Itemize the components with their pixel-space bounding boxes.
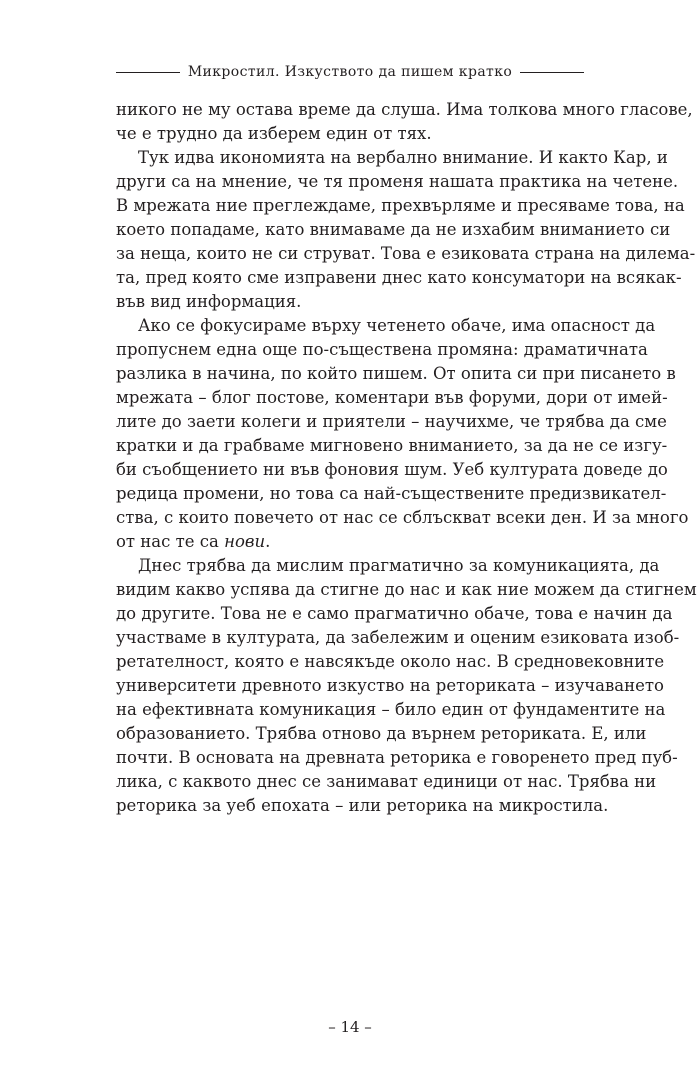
text-line: кратки и да грабваме мигновено вниманието, за да не се изгу-	[116, 436, 668, 455]
text-line: никого не му остава време да слуша. Има толкова много гласове,	[116, 100, 693, 119]
text-line: видим какво успява да стигне до нас и как ние можем да стигнем	[116, 580, 697, 599]
running-head-title: Микростил. Изкуството да пишем кратко	[187, 64, 513, 80]
text-line: във вид информация.	[116, 292, 302, 311]
text-line: за неща, които не си струват. Това е езиковата страна на дилема-	[116, 244, 696, 263]
text-line: че е трудно да изберем един от тях.	[116, 124, 432, 143]
text-line: Днес трябва да мислим прагматично за комуникацията, да	[138, 556, 660, 575]
body-text	[116, 98, 697, 818]
text-line: та, пред която сме изправени днес като консуматори на всякак-	[116, 268, 682, 287]
running-head-rule-left	[116, 72, 180, 73]
text-line: В мрежата ние преглеждаме, прехвърляме и пресяваме това, на	[116, 196, 685, 215]
text-line: от нас те са нови.	[116, 532, 271, 551]
running-head	[116, 62, 584, 82]
text-line: Ако се фокусираме върху четенето обаче, има опасност да	[138, 316, 656, 335]
text-line: реторика за уеб епохата – или реторика на микростила.	[116, 796, 609, 815]
text-line: ства, с които повечето от нас се сблъскват всеки ден. И за много	[116, 508, 689, 527]
paragraph	[116, 98, 693, 146]
text-line: почти. В основата на древната реторика е говоренето пред пуб-	[116, 748, 678, 767]
text-line: на ефективната комуникация – било един от фундаментите на	[116, 700, 666, 719]
text-line: пропуснем една още по-съществена промяна: драматичната	[116, 340, 648, 359]
emphasis-word: нови	[224, 532, 266, 551]
text-line: редица промени, но това са най-съществените предизвикател-	[116, 484, 667, 503]
text-line: до другите. Това не е само прагматично обаче, това е начин да	[116, 604, 673, 623]
line-tail: .	[265, 532, 271, 551]
text-line: участваме в културата, да забележим и оценим езиковата изоб-	[116, 628, 680, 647]
text-line: разлика в начина, по който пишем. От опита си при писането в	[116, 364, 676, 383]
text-line: Тук идва икономията на вербално внимание. И както Кар, и	[138, 148, 668, 167]
paragraph	[116, 554, 697, 818]
text-line: мрежата – блог постове, коментари във форуми, дори от имей-	[116, 388, 668, 407]
running-head-rule-right	[520, 72, 584, 73]
page-number: – 14 –	[328, 1018, 372, 1036]
text-line: образованието. Трябва отново да върнем реториката. Е, или	[116, 724, 647, 743]
text-line: други са на мнение, че тя променя нашата практика на четене.	[116, 172, 679, 191]
text-line: университети древното изкуство на реториката – изучаването	[116, 676, 664, 695]
text-line: ретателност, която е навсякъде около нас. В средновековните	[116, 652, 665, 671]
text-line: би съобщението ни във фоновия шум. Уеб културата доведе до	[116, 460, 668, 479]
paragraph	[116, 146, 696, 314]
text-line: което попадаме, като внимаваме да не изхабим вниманието си	[116, 220, 671, 239]
text-line: лика, с каквото днес се занимават единици от нас. Трябва ни	[116, 772, 657, 791]
paragraph	[116, 314, 689, 554]
text-line: лите до заети колеги и приятели – научихме, че трябва да сме	[116, 412, 667, 431]
